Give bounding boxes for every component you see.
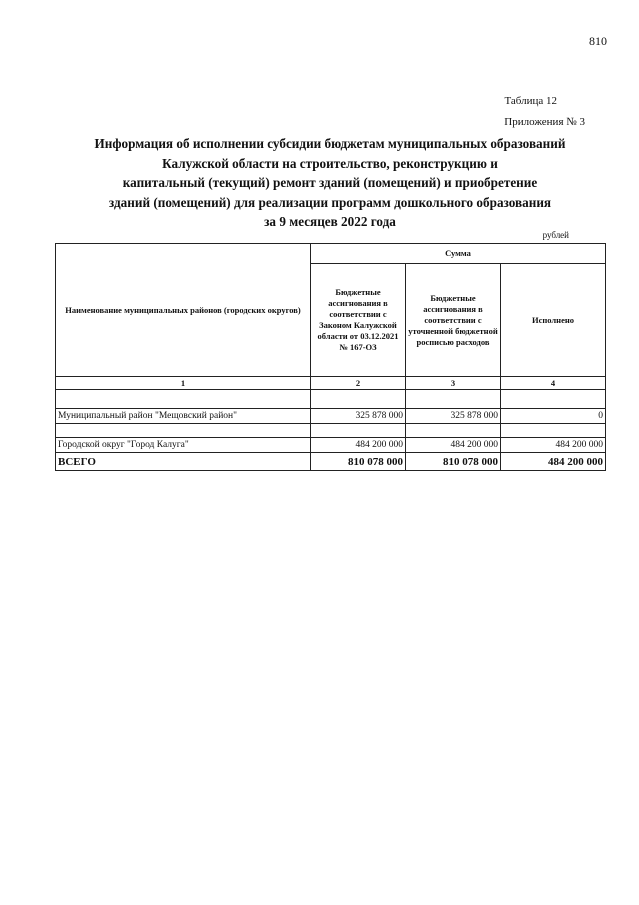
header-name-column: Наименование муниципальных районов (городских округов)	[56, 244, 311, 377]
total-executed-value: 484 200 000	[501, 453, 606, 471]
header-executed: Исполнено	[501, 264, 606, 377]
title-line: Калужской области на строительство, реконструкцию и	[162, 155, 498, 171]
report-table	[55, 243, 606, 471]
row-refined-value: 325 878 000	[406, 409, 501, 424]
column-number: 3	[406, 377, 501, 390]
total-row	[56, 453, 606, 471]
table-row	[56, 438, 606, 453]
row-name: Городской округ "Город Калуга"	[56, 438, 311, 453]
title-line: капитальный (текущий) ремонт зданий (помещений) и приобретение	[122, 175, 538, 191]
appendix-label: Приложения № 3	[504, 116, 585, 128]
title-line: зданий (помещений) для реализации программ дошкольного образования	[108, 194, 552, 210]
header-sum: Сумма	[311, 244, 606, 264]
units-label: рублей	[542, 230, 569, 240]
header-refined-allocations: Бюджетные ассигнования в соответствии с уточненной бюджетной росписью расходов	[406, 264, 501, 377]
total-law-value: 810 078 000	[311, 453, 406, 471]
total-refined-value: 810 078 000	[406, 453, 501, 471]
row-executed-value: 484 200 000	[501, 438, 606, 453]
row-refined-value: 484 200 000	[406, 438, 501, 453]
column-number: 4	[501, 377, 606, 390]
row-executed-value: 0	[501, 409, 606, 424]
title-line: за 9 месяцев 2022 года	[264, 214, 396, 230]
row-name: Муниципальный район "Мещовский район"	[56, 409, 311, 424]
header-law-allocations: Бюджетные ассигнования в соответствии с Законом Калужской области от 03.12.2021 № 167-ОЗ	[311, 264, 406, 377]
total-label: ВСЕГО	[56, 453, 311, 471]
table-row	[56, 409, 606, 424]
column-number: 2	[311, 377, 406, 390]
document-title	[60, 134, 600, 232]
row-law-value: 484 200 000	[311, 438, 406, 453]
row-law-value: 325 878 000	[311, 409, 406, 424]
column-number: 1	[56, 377, 311, 390]
title-line: Информация об исполнении субсидии бюджетам муниципальных образований	[94, 136, 566, 151]
table-label: Таблица 12	[504, 95, 557, 107]
page-number: 810	[589, 34, 607, 48]
